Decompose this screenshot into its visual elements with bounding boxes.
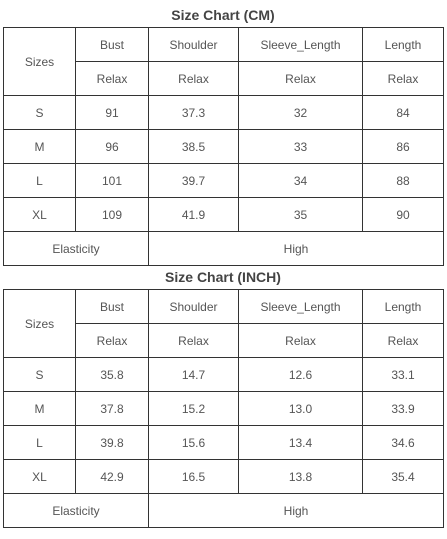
table-cell: 16.5 xyxy=(149,460,239,494)
table-cell: 13.4 xyxy=(239,426,363,460)
table-cell: 90 xyxy=(363,198,444,232)
size-cell: XL xyxy=(4,460,76,494)
fit-label: Relax xyxy=(363,324,444,358)
column-header-length: Length xyxy=(363,290,444,324)
size-chart-cm xyxy=(3,3,443,266)
fit-label: Relax xyxy=(76,62,149,96)
table-cell: 39.8 xyxy=(76,426,149,460)
table-cell: 15.6 xyxy=(149,426,239,460)
table-cell: 13.0 xyxy=(239,392,363,426)
size-cell: L xyxy=(4,426,76,460)
table-cell: 84 xyxy=(363,96,444,130)
sizes-header: Sizes xyxy=(4,28,76,96)
table-cell: 35.4 xyxy=(363,460,444,494)
fit-label: Relax xyxy=(149,324,239,358)
column-header-sleeve-length: Sleeve_Length xyxy=(239,290,363,324)
table-cell: 34.6 xyxy=(363,426,444,460)
column-header-shoulder: Shoulder xyxy=(149,28,239,62)
size-cell: S xyxy=(4,96,76,130)
table-row xyxy=(4,198,444,232)
elasticity-value: High xyxy=(149,232,444,266)
elasticity-row xyxy=(4,232,444,266)
table-row xyxy=(4,392,444,426)
column-header-sleeve-length: Sleeve_Length xyxy=(239,28,363,62)
table-cell: 109 xyxy=(76,198,149,232)
table-cell: 14.7 xyxy=(149,358,239,392)
table-cell: 35.8 xyxy=(76,358,149,392)
fit-label: Relax xyxy=(363,62,444,96)
elasticity-label: Elasticity xyxy=(4,232,149,266)
fit-label: Relax xyxy=(76,324,149,358)
table-cell: 33.1 xyxy=(363,358,444,392)
table-cell: 41.9 xyxy=(149,198,239,232)
elasticity-label: Elasticity xyxy=(4,494,149,528)
table-cell: 13.8 xyxy=(239,460,363,494)
table-cell: 96 xyxy=(76,130,149,164)
fit-label: Relax xyxy=(239,324,363,358)
table-cell: 91 xyxy=(76,96,149,130)
size-cell: XL xyxy=(4,198,76,232)
table-row xyxy=(4,96,444,130)
table-row xyxy=(4,164,444,198)
table-row xyxy=(4,358,444,392)
table-cell: 38.5 xyxy=(149,130,239,164)
table-cell: 15.2 xyxy=(149,392,239,426)
chart-title: Size Chart (INCH) xyxy=(165,269,281,285)
table-cell: 32 xyxy=(239,96,363,130)
table-cell: 37.8 xyxy=(76,392,149,426)
size-cell: L xyxy=(4,164,76,198)
fit-label: Relax xyxy=(149,62,239,96)
table-cell: 33 xyxy=(239,130,363,164)
table-cell: 12.6 xyxy=(239,358,363,392)
table-cell: 33.9 xyxy=(363,392,444,426)
table-cell: 101 xyxy=(76,164,149,198)
size-cell: M xyxy=(4,392,76,426)
column-header-length: Length xyxy=(363,28,444,62)
column-header-bust: Bust xyxy=(76,28,149,62)
table-cell: 86 xyxy=(363,130,444,164)
table-row xyxy=(4,130,444,164)
sizes-header: Sizes xyxy=(4,290,76,358)
table-cell: 35 xyxy=(239,198,363,232)
table-cell: 34 xyxy=(239,164,363,198)
column-header-shoulder: Shoulder xyxy=(149,290,239,324)
table-cell: 37.3 xyxy=(149,96,239,130)
size-cell: M xyxy=(4,130,76,164)
chart-title: Size Chart (CM) xyxy=(171,7,275,23)
column-header-bust: Bust xyxy=(76,290,149,324)
table-header-row xyxy=(4,28,444,62)
table-cell: 39.7 xyxy=(149,164,239,198)
size-table-inch xyxy=(3,289,444,528)
size-cell: S xyxy=(4,358,76,392)
size-table-cm xyxy=(3,27,444,266)
table-cell: 88 xyxy=(363,164,444,198)
table-row xyxy=(4,426,444,460)
table-row xyxy=(4,460,444,494)
elasticity-value: High xyxy=(149,494,444,528)
table-header-row xyxy=(4,290,444,324)
table-cell: 42.9 xyxy=(76,460,149,494)
elasticity-row xyxy=(4,494,444,528)
size-chart-inch xyxy=(3,265,443,528)
fit-label: Relax xyxy=(239,62,363,96)
